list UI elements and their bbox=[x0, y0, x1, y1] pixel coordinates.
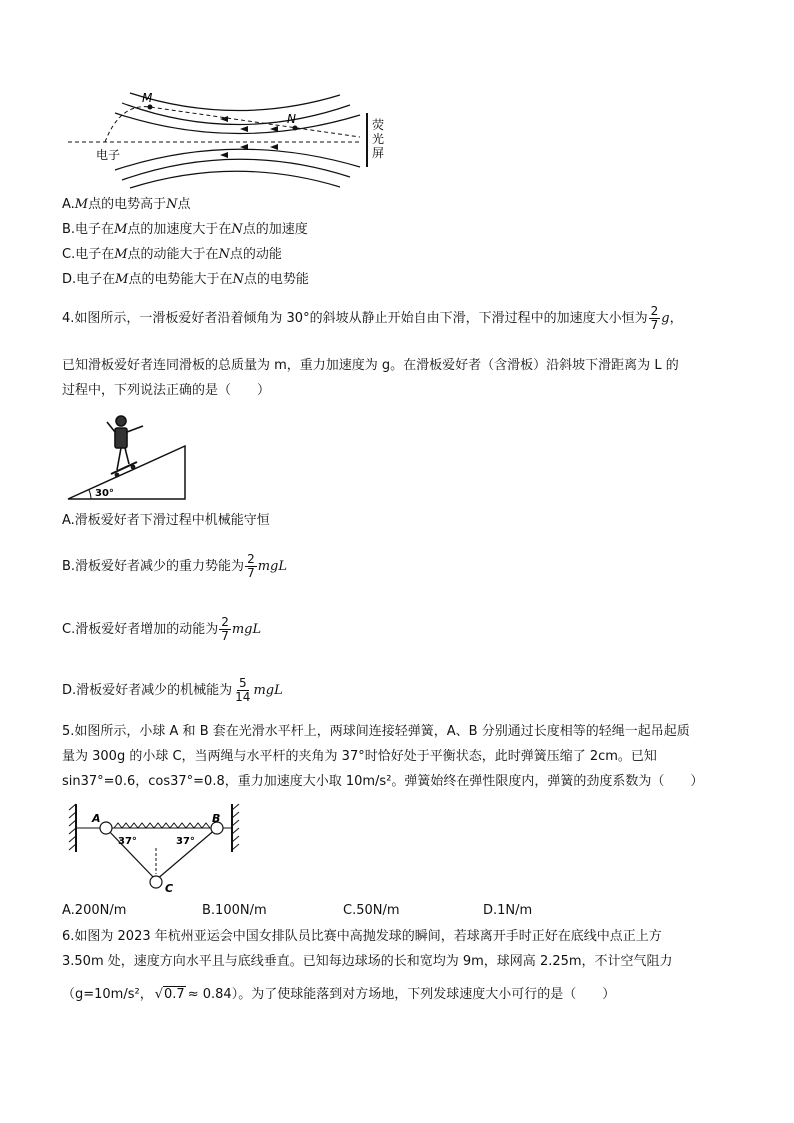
q3-option-d: D.电子在M点的电势能大于在N点的电势能 bbox=[62, 272, 309, 287]
q3-option-a: A.M点的电势高于N点 bbox=[62, 197, 191, 212]
q5-option-c: C.50N/m bbox=[343, 903, 400, 918]
q3-option-c: C.电子在M点的动能大于在N点的动能 bbox=[62, 247, 282, 262]
q5-option-d: D.1N/m bbox=[483, 903, 533, 918]
q5-line-3: sin37°=0.6，cos37°=0.8，重力加速度大小取 10m/s²。弹簧始终在弹性限度内，弹簧的劲度系数为（ ） bbox=[62, 774, 704, 789]
label-electron: 电子 bbox=[96, 148, 121, 162]
screen-label-3: 屏 bbox=[372, 146, 385, 160]
q4-line-3: 过程中，下列说法正确的是（ ） bbox=[62, 383, 271, 398]
q4-option-b: B.滑板爱好者减少的重力势能为 $\frac{2}{7}$ mgL bbox=[62, 552, 287, 580]
q4-option-c: C.滑板爱好者增加的动能为 $\frac{2}{7}$ mgL bbox=[62, 615, 262, 643]
label-a: A bbox=[92, 812, 101, 825]
q3-option-b: B.电子在M点的加速度大于在N点的加速度 bbox=[62, 222, 308, 237]
q5-line-2: 量为 300g 的小球 C，当两绳与水平杆的夹角为 37°时恰好处于平衡状态，此时弹簧压缩了 2cm。已知 bbox=[62, 749, 657, 764]
angle-left: 37° bbox=[118, 836, 137, 847]
label-c: C bbox=[165, 882, 174, 895]
q6-line-1: 6.如图为 2023 年杭州亚运会中国女排队员比赛中高抛发球的瞬间，若球离开手时正好在底线中点正上方 bbox=[62, 929, 662, 944]
screen-label-2: 光 bbox=[372, 132, 385, 146]
q5-option-a: A.200N/m bbox=[62, 903, 127, 918]
label-m: M bbox=[142, 91, 153, 105]
q4-option-d: D.滑板爱好者减少的机械能为 $\frac{5}{14}$ mgL bbox=[62, 676, 283, 704]
angle-right: 37° bbox=[176, 836, 195, 847]
slope-angle: 30° bbox=[95, 488, 114, 499]
screen-label-1: 荧 bbox=[372, 118, 385, 132]
q5-line-1: 5.如图所示，小球 A 和 B 套在光滑水平杆上，两球间连接轻弹簧，A、B 分别通过长度相等的轻绳一起吊起质 bbox=[62, 724, 690, 739]
spring-diagram bbox=[66, 800, 246, 898]
label-b: B bbox=[212, 812, 221, 825]
q4-line-2: 已知滑板爱好者连同滑板的总质量为 m，重力加速度为 g。在滑板爱好者（含滑板）沿斜坡下滑距离为 L 的 bbox=[62, 358, 679, 373]
slope-diagram bbox=[65, 408, 195, 502]
q4-line-1: 4.如图所示，一滑板爱好者沿着倾角为 30°的斜坡从静止开始自由下滑，下滑过程中的加速度大小恒为 $\frac{2}{7}$ g， bbox=[62, 304, 683, 332]
q6-line-3: （g=10m/s²， √0.7 ≈ 0.84）。为了使球能落到对方场地，下列发球速度大小可行的是（ ） bbox=[62, 987, 616, 1002]
q5-option-b: B.100N/m bbox=[202, 903, 267, 918]
q6-line-2: 3.50m 处，速度方向水平且与底线垂直。已知每边球场的长和宽均为 9m，球网高 2.25m，不计空气阻力 bbox=[62, 954, 673, 969]
field-diagram bbox=[60, 85, 400, 195]
q4-option-a: A.滑板爱好者下滑过程中机械能守恒 bbox=[62, 513, 270, 528]
label-n: N bbox=[287, 112, 296, 126]
